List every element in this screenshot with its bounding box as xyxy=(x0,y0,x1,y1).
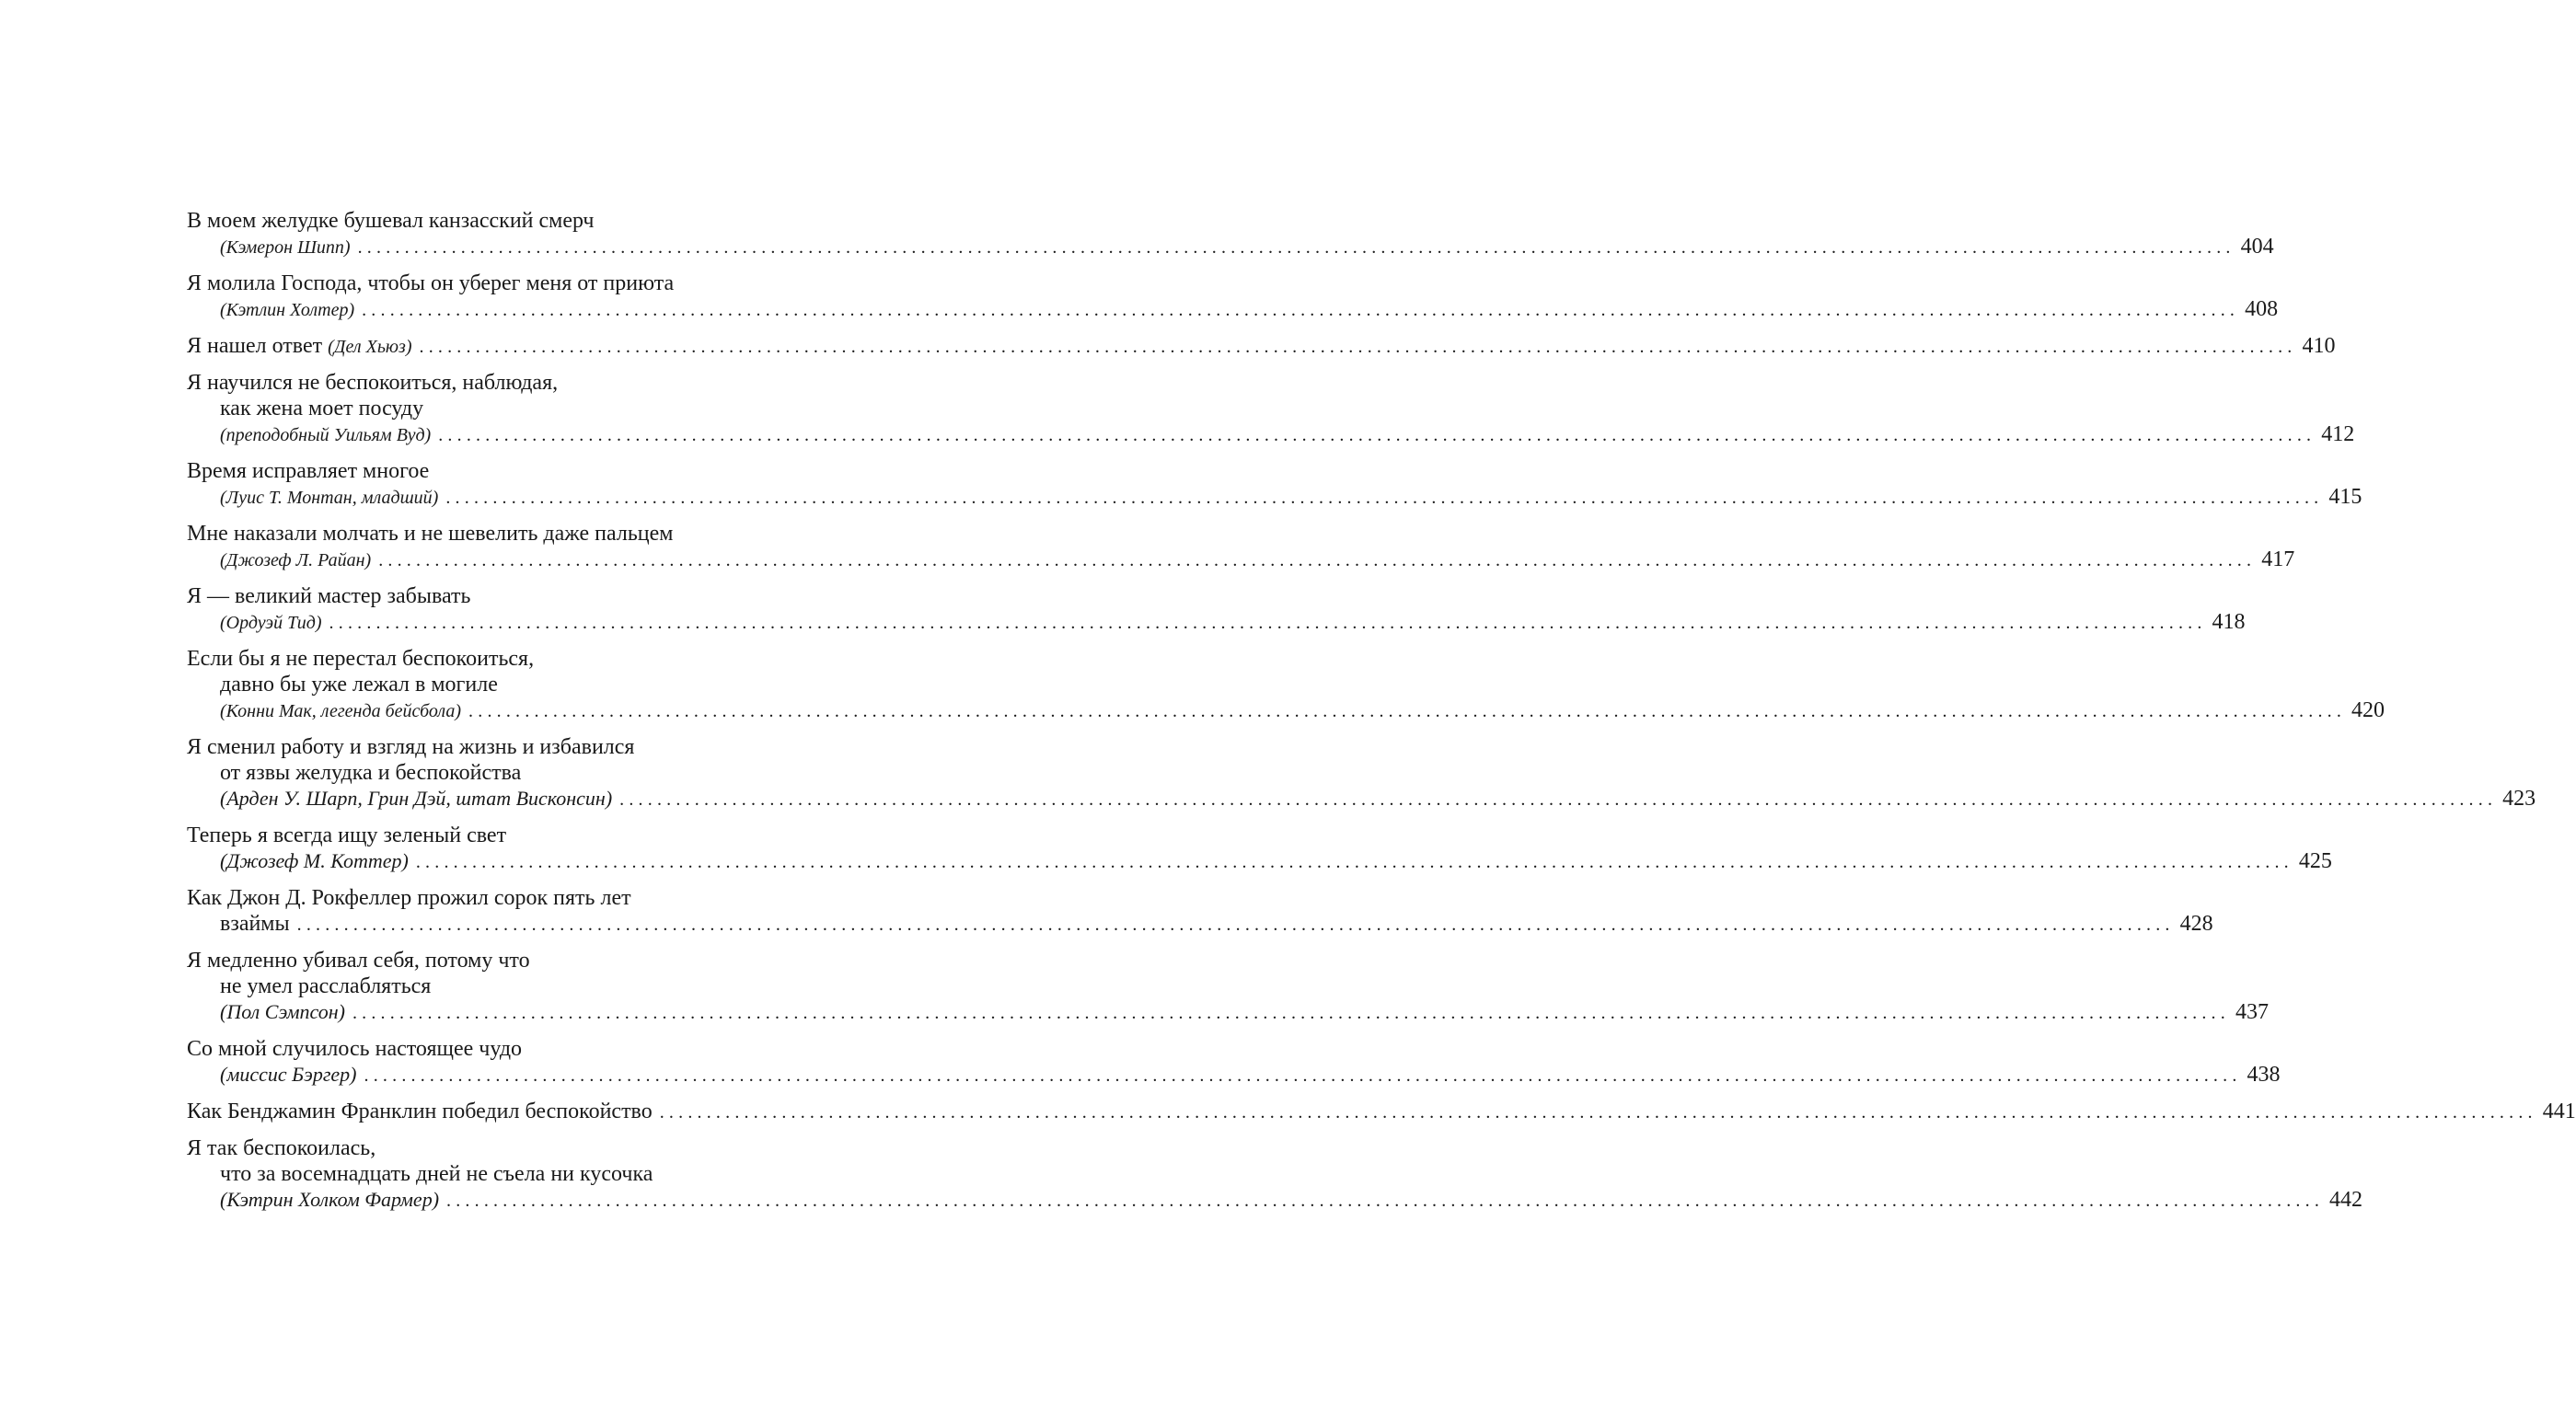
page-number: 418 xyxy=(2212,610,2246,634)
entry-author: (Джозеф Л. Райан) xyxy=(220,550,372,570)
toc-entry xyxy=(187,1135,2363,1213)
entry-title-line: Если бы я не перестал беспокоиться, xyxy=(187,647,535,671)
entry-leader-line xyxy=(187,786,2536,812)
entry-title: Я нашел ответ (Дел Хьюз) xyxy=(187,334,412,358)
page-number: 404 xyxy=(2240,235,2274,259)
entry-title-line: Я так беспокоилась, xyxy=(187,1136,376,1160)
entry-title-line: что за восемнадцать дней не съела ни кусочка xyxy=(220,1162,653,1186)
page-number: 442 xyxy=(2329,1188,2363,1212)
entry-leader-line xyxy=(187,1099,2576,1124)
dot-leader: ........................................................................................................................................................................................................ xyxy=(296,915,2175,935)
toc-entry xyxy=(187,333,2336,359)
entry-title-line: В моем желудке бушевал канзасский смерч xyxy=(187,209,595,233)
entry-title-line: давно бы уже лежал в могиле xyxy=(220,673,498,697)
dot-leader: ........................................................................................................................................................................................................ xyxy=(364,1065,2242,1086)
entry-leader-line xyxy=(187,697,2385,723)
entry-title-line: Я сменил работу и взгляд на жизнь и избавился xyxy=(187,735,635,759)
page-number: 438 xyxy=(2247,1063,2281,1087)
entry-title-line: Как Джон Д. Рокфеллер прожил сорок пять лет xyxy=(187,886,631,910)
entry-title-line: от язвы желудка и беспокойства xyxy=(220,761,522,785)
page-number: 415 xyxy=(2328,485,2362,509)
entry-leader-line xyxy=(187,421,2355,447)
entry-author: (Дел Хьюз) xyxy=(328,337,412,357)
dot-leader: ........................................................................................................................................................................................................ xyxy=(419,337,2297,357)
entry-title-line: Я медленно убивал себя, потому что xyxy=(187,949,530,973)
entry-title-line: Со мной случилось настоящее чудо xyxy=(187,1037,523,1061)
entry-leader-line xyxy=(187,999,2269,1025)
entry-author: (Луис Т. Монтан, младший) xyxy=(220,488,439,508)
entry-title-line: Я — великий мастер забывать xyxy=(187,584,471,608)
entry-leader-line xyxy=(187,609,2246,635)
dot-leader: ........................................................................................................................................................................................................ xyxy=(659,1102,2537,1123)
page-number: 423 xyxy=(2502,787,2536,811)
dot-leader: ........................................................................................................................................................................................................ xyxy=(445,488,2324,508)
entry-leader-line xyxy=(187,848,2332,874)
entry-author: (Кэтлин Холтер) xyxy=(220,300,355,320)
entry-leader-line xyxy=(187,1062,2281,1088)
entry-title-line: Я молила Господа, чтобы он уберег меня от приюта xyxy=(187,271,675,295)
page-number: 420 xyxy=(2351,698,2385,722)
entry-leader-line xyxy=(187,296,2279,322)
toc-entry xyxy=(187,823,2332,874)
dot-leader: ........................................................................................................................................................................................................ xyxy=(468,701,2347,721)
page-number: 425 xyxy=(2298,849,2332,873)
entry-author: (Арден У. Шарп, Грин Дэй, штат Висконсин) xyxy=(220,787,613,810)
toc-entry xyxy=(187,208,2274,259)
toc-entry xyxy=(187,1036,2281,1088)
entry-author: (Конни Мак, легенда бейсбола) xyxy=(220,701,462,721)
entry-leader-line xyxy=(187,1187,2363,1213)
dot-leader: ........................................................................................................................................................................................................ xyxy=(362,300,2240,320)
page-number: 410 xyxy=(2302,334,2336,358)
toc-entry xyxy=(187,646,2385,723)
toc-entry xyxy=(187,1099,2576,1124)
page-number: 437 xyxy=(2235,1000,2269,1024)
entry-title: Как Бенджамин Франклин победил беспокойство xyxy=(187,1100,653,1123)
page-number: 441 xyxy=(2542,1100,2576,1123)
dot-leader: ........................................................................................................................................................................................................ xyxy=(329,613,2207,633)
toc-entry xyxy=(187,458,2362,510)
entry-author: (Пол Сэмпсон) xyxy=(220,1000,345,1023)
entry-author: (преподобный Уильям Вуд) xyxy=(220,425,432,445)
entry-title-line: как жена моет посуду xyxy=(220,397,424,420)
entry-title-line: Время исправляет многое xyxy=(187,459,430,483)
toc-entry xyxy=(187,885,2213,937)
entry-title-line: Теперь я всегда ищу зеленый свет xyxy=(187,823,507,847)
dot-leader: ........................................................................................................................................................................................................ xyxy=(357,237,2235,258)
entry-author: (Кэтрин Холком Фармер) xyxy=(220,1188,440,1211)
table-of-contents xyxy=(187,208,2576,1224)
dot-leader: ........................................................................................................................................................................................................ xyxy=(378,550,2257,570)
toc-entry xyxy=(187,948,2269,1025)
page-number: 408 xyxy=(2245,297,2279,321)
toc-entry xyxy=(187,734,2536,812)
toc-entry xyxy=(187,521,2295,572)
dot-leader: ........................................................................................................................................................................................................ xyxy=(415,852,2293,872)
entry-author: (миссис Бэргер) xyxy=(220,1063,357,1086)
page-number: 412 xyxy=(2321,422,2355,446)
page-number: 428 xyxy=(2179,912,2213,936)
page-number: 417 xyxy=(2261,547,2295,571)
dot-leader: ........................................................................................................................................................................................................ xyxy=(446,1191,2325,1211)
entry-title-line: Я научился не беспокоиться, наблюдая, xyxy=(187,371,559,395)
dot-leader: ........................................................................................................................................................................................................ xyxy=(438,425,2316,445)
entry-leader-line xyxy=(187,234,2274,259)
dot-leader: ........................................................................................................................................................................................................ xyxy=(352,1003,2230,1023)
toc-entry xyxy=(187,370,2355,447)
entry-title-end: взаймы xyxy=(220,912,290,936)
entry-author: (Джозеф М. Коттер) xyxy=(220,849,409,872)
entry-author: (Кэмерон Шипп) xyxy=(220,237,351,258)
toc-entry xyxy=(187,583,2246,635)
entry-title-line: Мне наказали молчать и не шевелить даже пальцем xyxy=(187,522,674,546)
entry-title-line: не умел расслабляться xyxy=(220,974,432,998)
dot-leader: ........................................................................................................................................................................................................ xyxy=(619,789,2498,810)
entry-author: (Ордуэй Тид) xyxy=(220,613,322,633)
entry-leader-line xyxy=(187,333,2336,359)
toc-entry xyxy=(187,271,2279,322)
entry-leader-line xyxy=(187,547,2295,572)
entry-leader-line xyxy=(187,911,2213,937)
entry-leader-line xyxy=(187,484,2362,510)
